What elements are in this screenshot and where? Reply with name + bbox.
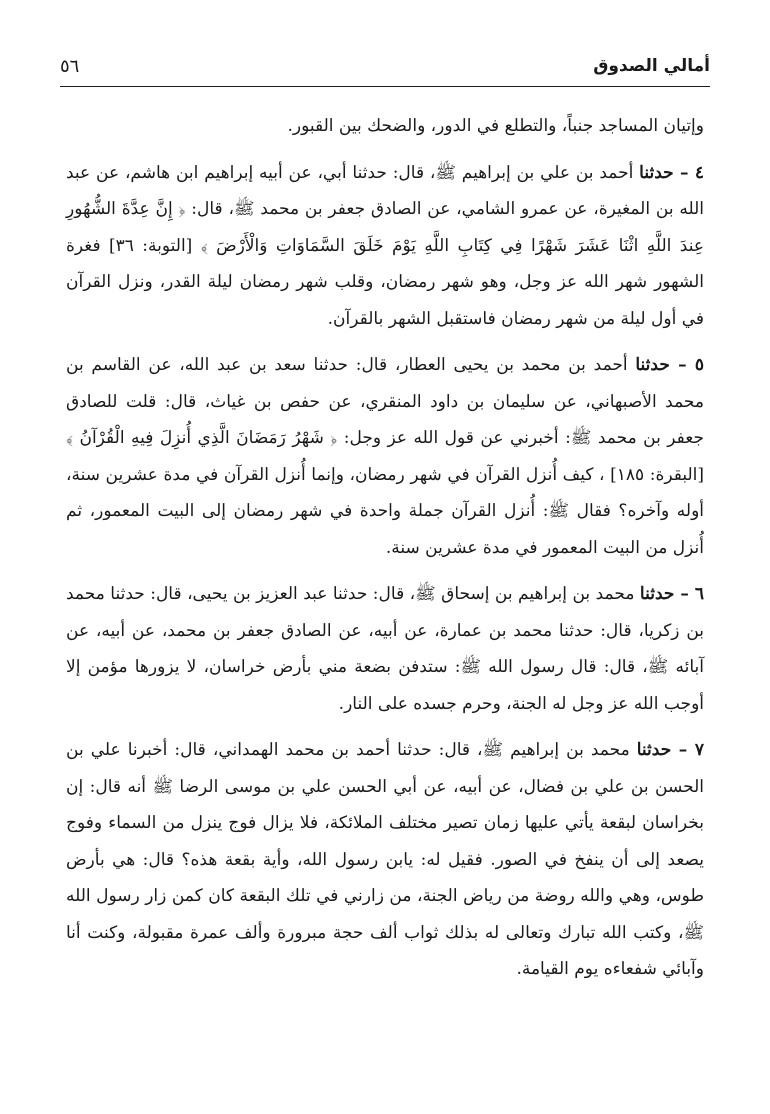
hadith-number: ٥ –	[669, 355, 705, 375]
hadith-number: ٦ –	[674, 584, 704, 604]
haddathana-label: حدثنا	[635, 355, 670, 375]
haddathana-label: حدثنا	[636, 740, 672, 760]
page-number: ٥٦	[60, 56, 80, 77]
hadith-4	[66, 155, 704, 338]
paragraph-continuation	[66, 108, 704, 145]
page-body	[66, 108, 704, 998]
hadith-text: محمد بن إبراهيم ﷺ، قال: حدثنا أحمد بن محمد الهمداني، قال: أخبرنا علي بن الحسن بن علي بن فضال، عن أبيه، عن أبي الحسن علي بن موسى الرضا ﷺ أنه قال: إن بخراسان لبقعة يأتي عليها زمان تصير مختلف الملائكة، فلا يزال فوج ينزل من السماء وفوج يصعد إلى أن ينفخ في الصور. فقيل له: يابن رسول الله، وأية بقعة هذه؟ قال: هي بأرض طوس، وهي والله روضة من رياض الجنة، من زارني في تلك البقعة كان كمن زار رسول الله ﷺ، وكتب الله تبارك وتعالى له بذلك ثواب ألف حجة مبرورة وألف عمرة مقبولة، وكنت أنا وآبائي شفعاءه يوم القيامة.	[66, 740, 704, 979]
book-title: أمالي الصدوق	[593, 56, 710, 76]
hadith-number: ٤ –	[673, 162, 704, 183]
hadith-6	[66, 576, 704, 722]
hadith-text: أحمد بن محمد بن يحيى العطار، قال: حدثنا سعد بن عبد الله، عن القاسم بن محمد الأصبهاني، عن سليمان بن داود المنقري، عن حفص بن غياث، قال: قلت للصادق جعفر بن محمد ﷺ: أخبرني عن قول الله عز وجل: ﴿ شَهْرُ رَمَضَانَ الَّذِي أُنزِلَ فِيهِ الْقُرْآنُ ﴾ [البقرة: ١٨٥] ، كيف أُنزل القرآن في شهر رمضان، وإنما أُنزل القرآن في مدة عشرين سنة، أوله وآخره؟ فقال ﷺ: أُنزل القرآن جملة واحدة في شهر رمضان إلى البيت المعمور، ثم أُنزل من البيت المعمور في مدة عشرين سنة.	[66, 355, 704, 558]
page-header	[60, 46, 710, 87]
hadith-number: ٧ –	[671, 740, 704, 760]
hadith-text: محمد بن إبراهيم بن إسحاق ﷺ، قال: حدثنا عبد العزيز بن يحيى، قال: حدثنا محمد بن زكريا، قال: حدثنا محمد بن عمارة، عن أبيه، عن الصادق جعفر بن محمد، عن أبيه، عن آبائه ﷺ، قال: قال رسول الله ﷺ: ستدفن بضعة مني بأرض خراسان، لا يزورها مؤمن إلا أوجب الله عز وجل له الجنة، وحرم جسده على النار.	[66, 584, 704, 714]
hadith-5	[66, 347, 704, 566]
haddathana-label: حدثنا	[639, 162, 674, 183]
hadith-7	[66, 732, 704, 988]
haddathana-label: حدثنا	[639, 584, 675, 604]
paragraph-text: وإتيان المساجد جنباً، والتطلع في الدور، والضحك بين القبور.	[287, 116, 704, 136]
hadith-text: أحمد بن علي بن إبراهيم ﷺ، قال: حدثنا أبي، عن أبيه إبراهيم ابن هاشم، عن عبد الله بن المغيرة، عن عمرو الشامي، عن الصادق جعفر بن محمد ﷺ، قال: ﴿ إِنَّ عِدَّةَ الشُّهُورِ عِندَ اللَّهِ اثْنَا عَشَرَ شَهْرًا فِي كِتَابِ اللَّهِ يَوْمَ خَلَقَ السَّمَاوَاتِ وَالْأَرْضَ ﴾ [التوبة: ٣٦] فغرة الشهور شهر الله عز وجل، وهو شهر رمضان، وقلب شهر رمضان ليلة القدر، ونزل القرآن في أول ليلة من شهر رمضان فاستقبل الشهر بالقرآن.	[66, 162, 704, 329]
